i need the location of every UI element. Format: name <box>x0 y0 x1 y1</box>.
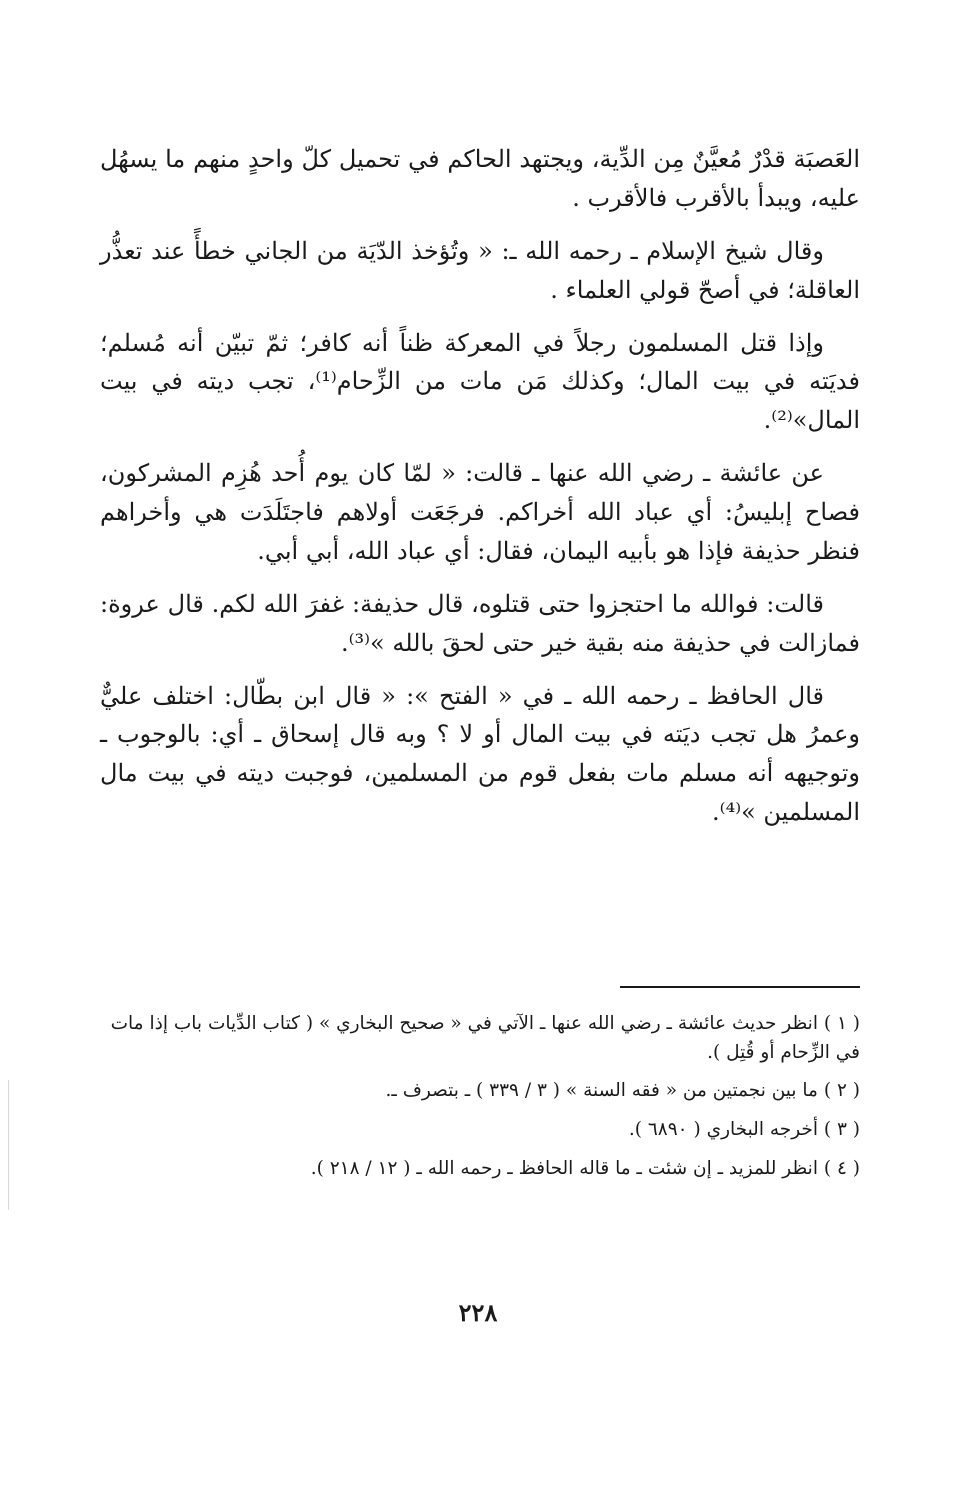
paragraph-1: العَصبَة قدْرٌ مُعيَّنٌ مِن الدِّية، ويجتهد الحاكم في تحميل كلّ واحدٍ منهم ما يسهُل عليه، ويبدأ بالأقرب فالأقرب . <box>100 145 860 212</box>
paragraph-6: قال الحافظ ـ رحمه الله ـ في « الفتح »: « قال ابن بطّال: اختلف عليٌّ وعمرُ هل تجب ديَته في بيت المال أو لا ؟ وبه قال إسحاق ـ أي: بالوجوب ـ وتوجيهه أنه مسلم مات بفعل قوم من المسلمين، فوجبت ديته في بيت مال المسلمين »⁽⁴⁾. <box>100 681 860 827</box>
paragraph-2: وقال شيخ الإسلام ـ رحمه الله ـ: « وتُؤخذ الدّيَة من الجاني خطأً عند تعذُّر العاقلة؛ في أصحّ قولي العلماء . <box>100 236 860 304</box>
page-number: ٢٢٨ <box>458 1298 498 1327</box>
paragraph-5: قالت: فوالله ما احتجزوا حتى قتلوه، قال حذيفة: غفرَ الله لكم. قال عروة: فمازالت في حذيفة منه بقية خير حتى لحقَ بالله »⁽³⁾. <box>100 589 860 657</box>
paragraph-4: عن عائشة ـ رضي الله عنها ـ قالت: « لمّا كان يوم أُحد هُزِم المشركون، فصاح إبليسُ: أي عباد الله أخراكم. فرجَعَت أولاهم فاجتَلَدَت هي وأخراهم فنظر حذيفة فإذا هو بأبيه اليمان، فقال: أي عباد الله، أبي أبي. <box>100 459 860 565</box>
footnote-divider <box>620 986 860 988</box>
paragraph-3: وإذا قتل المسلمون رجلاً في المعركة ظناً أنه كافر؛ ثمّ تبيّن أنه مُسلم؛ فديَته في بيت المال؛ وكذلك مَن مات من الزِّحام⁽¹⁾، تجب ديته في بيت المال»⁽²⁾. <box>100 328 860 435</box>
page-edge-mark <box>8 1080 9 1210</box>
footnote-2: ( ٢ ) ما بين نجمتين من « فقه السنة » ( ٣ / ٣٣٩ ) ـ بتصرف ـ. <box>385 1080 860 1102</box>
footnote-3: ( ٣ ) أخرجه البخاري ( ٦٨٩٠ ). <box>628 1119 860 1141</box>
footnote-4: ( ٤ ) انظر للمزيد ـ إن شئت ـ ما قاله الحافظ ـ رحمه الله ـ ( ١٢ / ٢١٨ ). <box>310 1157 860 1179</box>
footnote-1: ( ١ ) انظر حديث عائشة ـ رضي الله عنها ـ الآتي في « صحيح البخاري » ( كتاب الدِّيات باب إذا مات في الزِّحام أو قُتِل ). <box>110 1013 860 1063</box>
footnotes <box>100 1010 860 1193</box>
main-text <box>100 140 860 846</box>
